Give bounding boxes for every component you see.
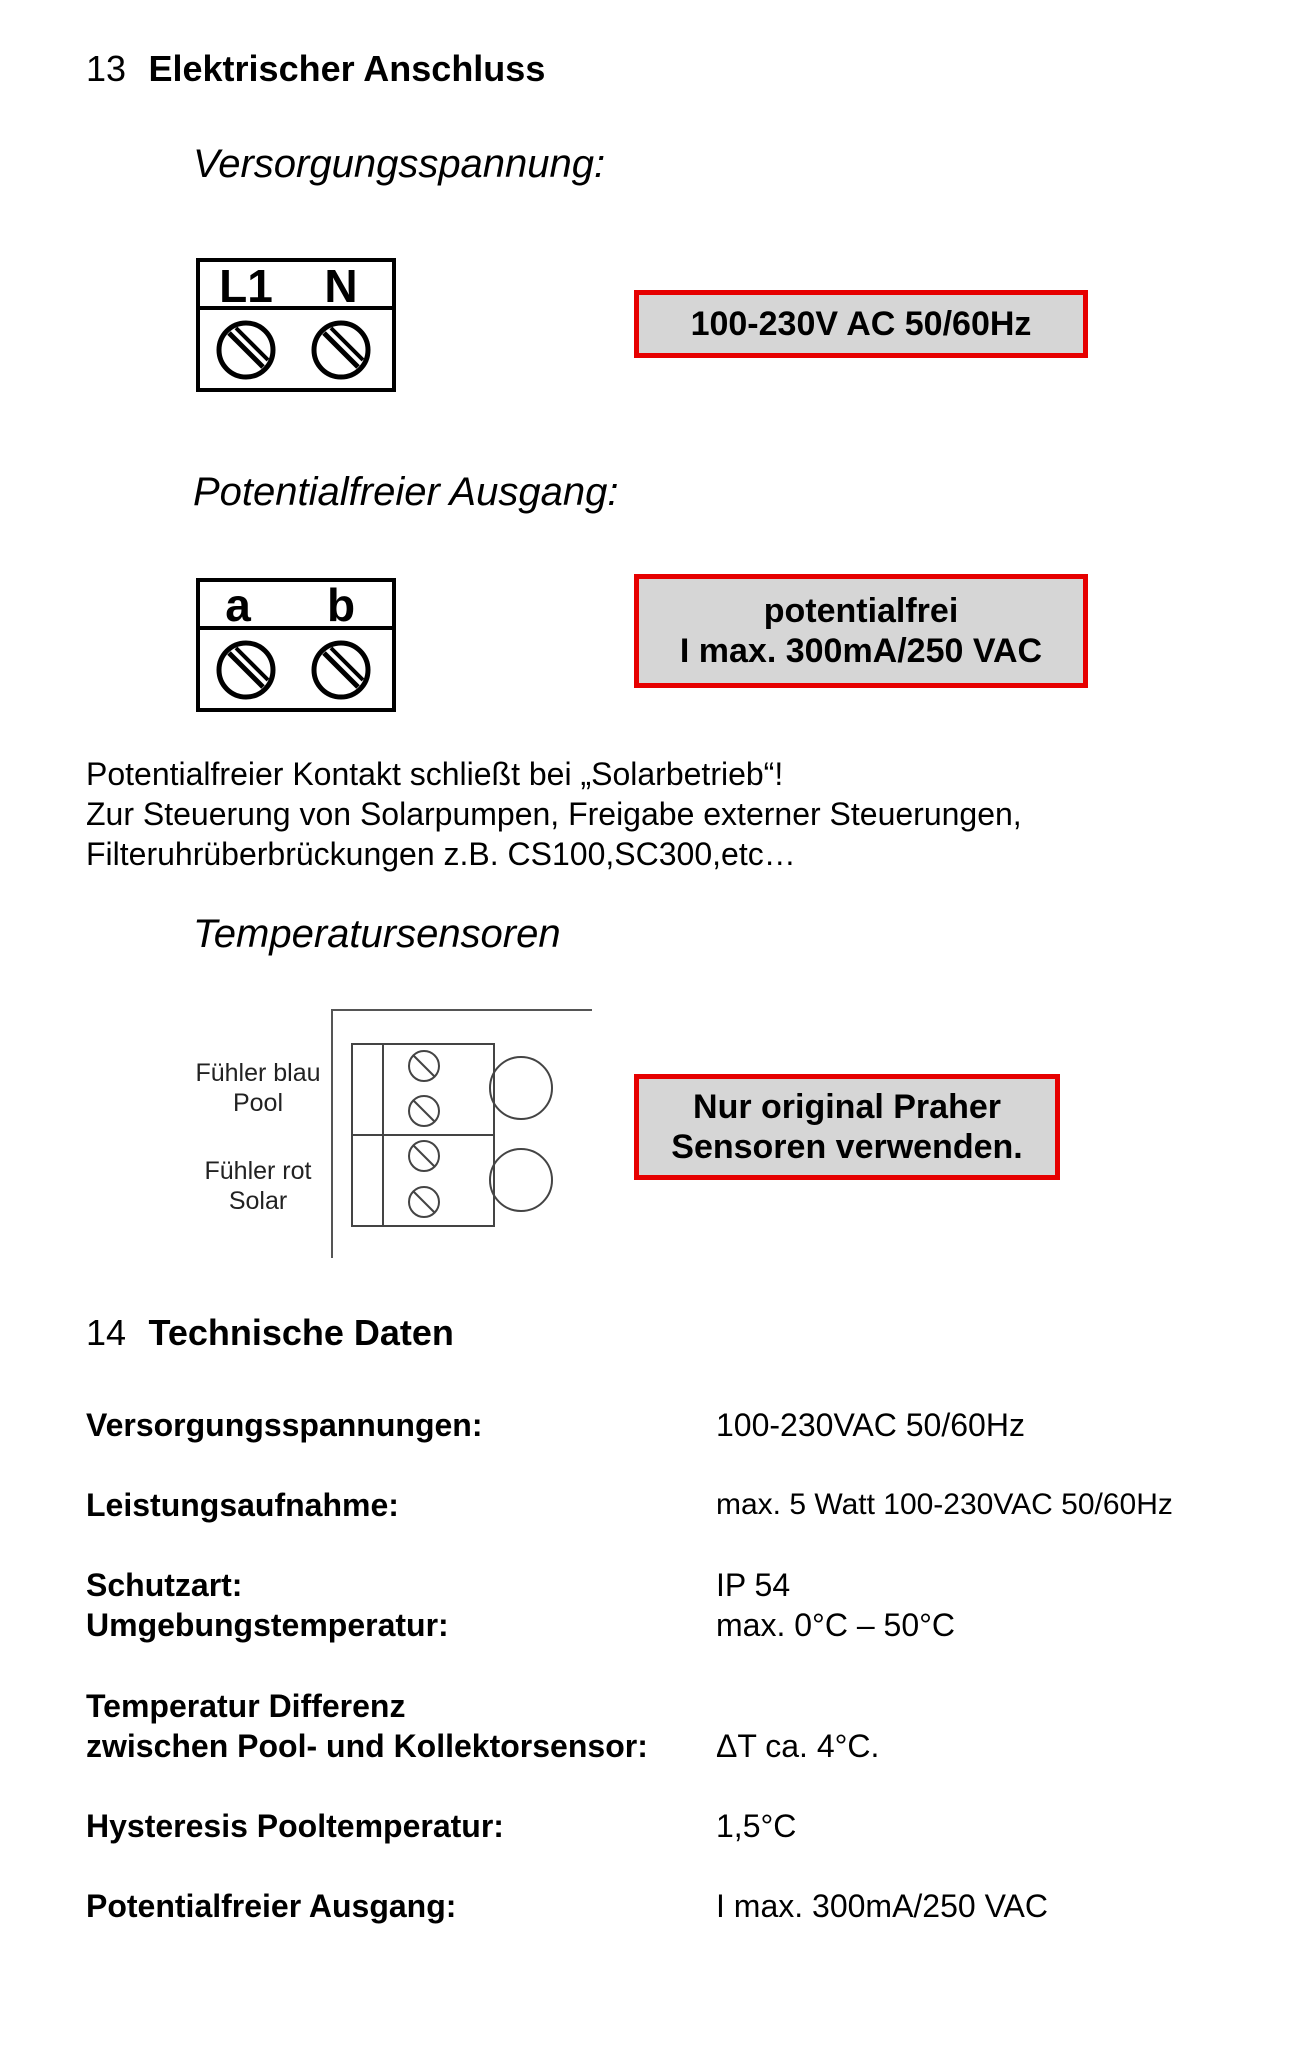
terminal-label-b: b bbox=[326, 579, 356, 631]
spec-value-ambient: max. 0°C – 50°C bbox=[716, 1607, 956, 1643]
sensor-warning-box bbox=[634, 1074, 1060, 1180]
output-description bbox=[86, 754, 1022, 874]
sensor-label-red-line-2: Solar bbox=[228, 1187, 288, 1215]
spec-value-hysteresis: 1,5°C bbox=[716, 1808, 797, 1844]
spec-label-power: Leistungsaufnahme: bbox=[86, 1487, 399, 1523]
spec-label-diff-1: Temperatur Differenz bbox=[86, 1688, 406, 1724]
output-rating-line-1: potentialfrei bbox=[763, 592, 959, 630]
sensor-label-red-line-1: Fühler rot bbox=[204, 1157, 312, 1185]
spec-value-protection: IP 54 bbox=[716, 1567, 791, 1603]
screw-icon bbox=[409, 1141, 439, 1171]
spec-label-hysteresis: Hysteresis Pooltemperatur: bbox=[86, 1808, 504, 1844]
output-heading: Potentialfreier Ausgang: bbox=[193, 470, 619, 514]
sensor-label-red-solar bbox=[178, 1156, 338, 1216]
output-rating-box bbox=[634, 574, 1088, 688]
terminal-label-l1: L1 bbox=[219, 260, 273, 312]
section-14-heading bbox=[86, 1312, 454, 1354]
spec-label-output: Potentialfreier Ausgang: bbox=[86, 1888, 457, 1924]
description-line-1: Potentialfreier Kontakt schließt bei „Solarbetrieb“! bbox=[86, 756, 784, 792]
sensor-warning-line-2: Sensoren verwenden. bbox=[671, 1128, 1023, 1166]
screw-icon bbox=[409, 1096, 439, 1126]
sensor-label-blue-line-1: Fühler blau bbox=[195, 1059, 321, 1087]
section-13-heading bbox=[86, 48, 545, 90]
supply-voltage-text: 100-230V AC 50/60Hz bbox=[690, 305, 1032, 343]
section-title: Technische Daten bbox=[148, 1312, 454, 1353]
supply-terminal-block bbox=[196, 258, 398, 394]
sensor-label-blue-line-2: Pool bbox=[232, 1089, 284, 1117]
description-line-3: Filteruhrüberbrückungen z.B. CS100,SC300,etc… bbox=[86, 836, 796, 872]
sensor-socket-icon bbox=[490, 1149, 552, 1211]
screw-icon bbox=[409, 1187, 439, 1217]
sensor-terminal-diagram bbox=[328, 1008, 598, 1258]
output-rating-line-2: I max. 300mA/250 VAC bbox=[679, 632, 1043, 670]
description-line-2: Zur Steuerung von Solarpumpen, Freigabe externer Steuerungen, bbox=[86, 796, 1022, 832]
terminal-label-n: N bbox=[324, 260, 358, 312]
section-number: 13 bbox=[86, 48, 127, 89]
section-title: Elektrischer Anschluss bbox=[148, 48, 546, 89]
spec-label-ambient: Umgebungstemperatur: bbox=[86, 1607, 449, 1643]
spec-label-supply: Versorgungsspannungen: bbox=[86, 1407, 483, 1443]
sensor-warning-line-1: Nur original Praher bbox=[693, 1088, 1001, 1126]
sensor-label-blue-pool bbox=[178, 1058, 338, 1118]
supply-voltage-box bbox=[634, 290, 1088, 358]
spec-value-diff: ΔT ca. 4°C. bbox=[716, 1728, 880, 1764]
spec-value-output: I max. 300mA/250 VAC bbox=[716, 1888, 1048, 1924]
spec-value-supply: 100-230VAC 50/60Hz bbox=[716, 1407, 1025, 1443]
supply-heading: Versorgungsspannung: bbox=[193, 142, 606, 186]
sensor-socket-icon bbox=[490, 1057, 552, 1119]
screw-icon bbox=[409, 1051, 439, 1081]
output-terminal-block bbox=[196, 578, 398, 714]
sensors-heading: Temperatursensoren bbox=[193, 912, 561, 956]
section-number: 14 bbox=[86, 1312, 127, 1353]
spec-label-protection: Schutzart: bbox=[86, 1567, 243, 1603]
terminal-label-a: a bbox=[225, 579, 251, 631]
spec-value-power: max. 5 Watt 100-230VAC 50/60Hz bbox=[716, 1488, 1173, 1521]
spec-label-diff-2: zwischen Pool- und Kollektorsensor: bbox=[86, 1728, 648, 1764]
